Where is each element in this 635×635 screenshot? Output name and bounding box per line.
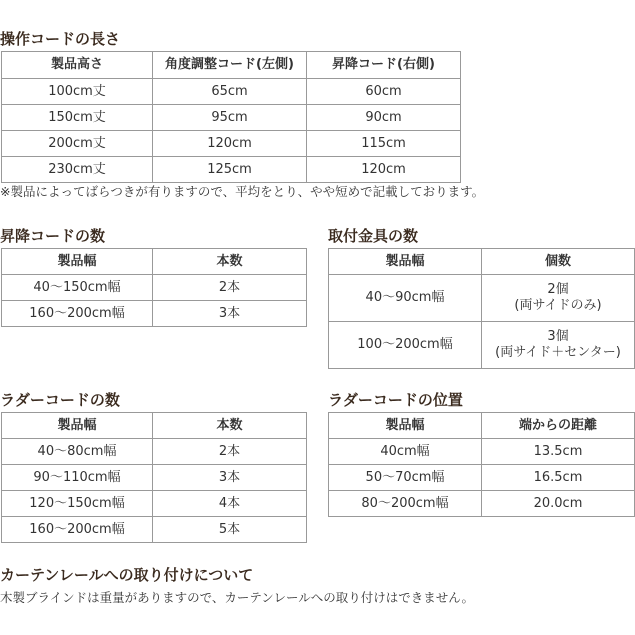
table-header-row bbox=[329, 249, 635, 275]
column-header: 製品幅 bbox=[329, 413, 482, 439]
column-header: 個数 bbox=[482, 249, 635, 275]
table-cell bbox=[482, 275, 635, 322]
table-header-row bbox=[329, 413, 635, 439]
table-cell bbox=[482, 322, 635, 369]
cord-length-note: ※製品によってばらつきが有りますので、平均をとり、やや短めで記載しております。 bbox=[0, 184, 485, 199]
table-cell: 90cm bbox=[307, 105, 461, 131]
table-cell: 13.5cm bbox=[482, 439, 635, 465]
column-header: 製品幅 bbox=[2, 249, 153, 275]
table-cell: 2本 bbox=[153, 275, 307, 301]
table-row bbox=[329, 275, 635, 322]
table-header-row bbox=[2, 249, 307, 275]
table-cell: 80～200cm幅 bbox=[329, 491, 482, 517]
table-cell: 3本 bbox=[153, 301, 307, 327]
bracket-position-note: (両サイド＋センター) bbox=[495, 345, 621, 360]
column-header: 本数 bbox=[153, 249, 307, 275]
table-cell: 100～200cm幅 bbox=[329, 322, 482, 369]
table-row bbox=[2, 517, 307, 543]
lift-cord-count-title: 昇降コードの数 bbox=[0, 227, 106, 245]
bracket-count-title: 取付金具の数 bbox=[328, 227, 419, 245]
table-header-row bbox=[2, 413, 307, 439]
table-cell: 160～200cm幅 bbox=[2, 517, 153, 543]
table-row bbox=[2, 491, 307, 517]
table-row bbox=[2, 301, 307, 327]
table-cell: 200cm丈 bbox=[2, 131, 153, 157]
cord-length-title: 操作コードの長さ bbox=[0, 30, 121, 48]
cord-length-table bbox=[1, 51, 461, 183]
bracket-count-value: 2個 bbox=[547, 282, 569, 297]
bracket-count-value: 3個 bbox=[547, 329, 569, 344]
table-row bbox=[329, 465, 635, 491]
table-cell: 100cm丈 bbox=[2, 79, 153, 105]
table-row bbox=[329, 322, 635, 369]
column-header: 端からの距離 bbox=[482, 413, 635, 439]
table-row bbox=[2, 131, 461, 157]
column-header: 本数 bbox=[153, 413, 307, 439]
table-cell: 40cm幅 bbox=[329, 439, 482, 465]
table-cell: 120～150cm幅 bbox=[2, 491, 153, 517]
table-row bbox=[2, 439, 307, 465]
table-cell: 5本 bbox=[153, 517, 307, 543]
table-cell: 150cm丈 bbox=[2, 105, 153, 131]
column-header: 製品高さ bbox=[2, 52, 153, 79]
table-cell: 50～70cm幅 bbox=[329, 465, 482, 491]
table-cell: 20.0cm bbox=[482, 491, 635, 517]
table-row bbox=[329, 439, 635, 465]
column-header: 角度調整コード(左側) bbox=[153, 52, 307, 79]
table-row bbox=[2, 157, 461, 183]
table-row bbox=[2, 105, 461, 131]
ladder-cord-position-table bbox=[328, 412, 635, 517]
table-header-row bbox=[2, 52, 461, 79]
table-cell: 90～110cm幅 bbox=[2, 465, 153, 491]
table-cell: 2本 bbox=[153, 439, 307, 465]
table-cell: 60cm bbox=[307, 79, 461, 105]
curtain-rail-text: 木製ブラインドは重量がありますので、カーテンレールへの取り付けはできません。 bbox=[0, 590, 474, 605]
bracket-position-note: (両サイドのみ) bbox=[514, 298, 602, 313]
table-cell: 160～200cm幅 bbox=[2, 301, 153, 327]
ladder-cord-position-title: ラダーコードの位置 bbox=[328, 391, 463, 409]
table-row bbox=[2, 275, 307, 301]
column-header: 製品幅 bbox=[329, 249, 482, 275]
table-cell: 40～90cm幅 bbox=[329, 275, 482, 322]
bracket-count-table bbox=[328, 248, 635, 369]
column-header: 製品幅 bbox=[2, 413, 153, 439]
table-cell: 120cm bbox=[307, 157, 461, 183]
table-cell: 40～150cm幅 bbox=[2, 275, 153, 301]
table-cell: 95cm bbox=[153, 105, 307, 131]
table-row bbox=[2, 465, 307, 491]
table-cell: 3本 bbox=[153, 465, 307, 491]
table-row bbox=[329, 491, 635, 517]
table-cell: 65cm bbox=[153, 79, 307, 105]
table-cell: 115cm bbox=[307, 131, 461, 157]
table-row bbox=[2, 79, 461, 105]
column-header: 昇降コード(右側) bbox=[307, 52, 461, 79]
curtain-rail-title: カーテンレールへの取り付けについて bbox=[0, 566, 254, 584]
ladder-cord-count-title: ラダーコードの数 bbox=[0, 391, 120, 409]
table-cell: 4本 bbox=[153, 491, 307, 517]
table-cell: 40～80cm幅 bbox=[2, 439, 153, 465]
lift-cord-count-table bbox=[1, 248, 307, 327]
ladder-cord-count-table bbox=[1, 412, 307, 543]
table-cell: 120cm bbox=[153, 131, 307, 157]
table-cell: 16.5cm bbox=[482, 465, 635, 491]
table-cell: 125cm bbox=[153, 157, 307, 183]
table-cell: 230cm丈 bbox=[2, 157, 153, 183]
